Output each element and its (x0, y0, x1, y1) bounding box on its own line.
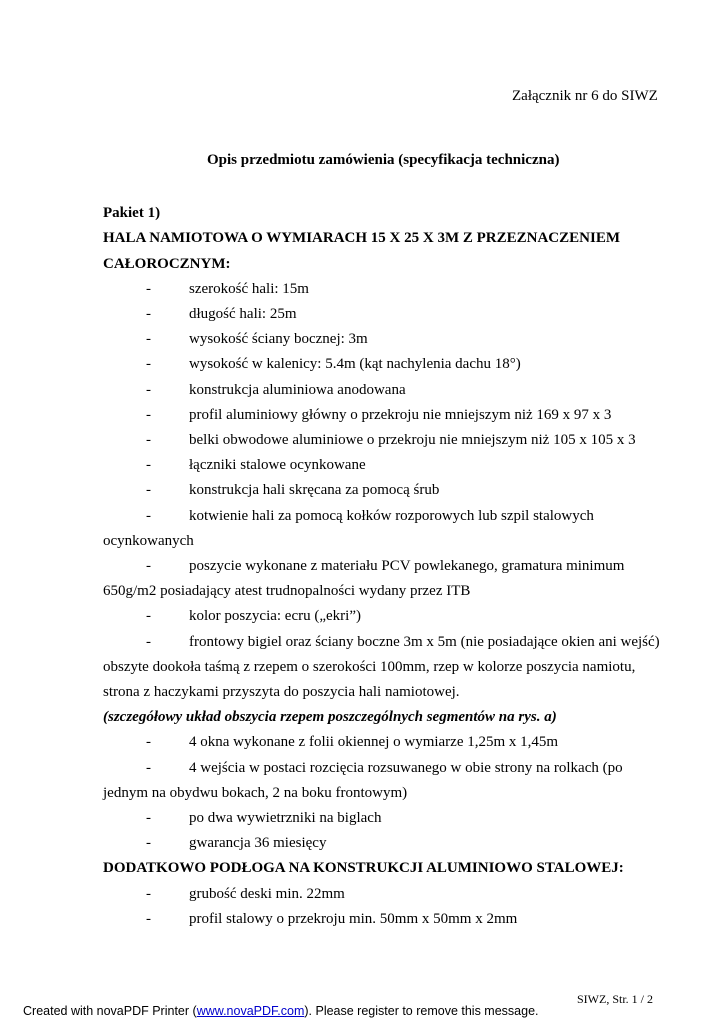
list-item-continuation: jednym na obydwu bokach, 2 na boku frontowym) (103, 785, 408, 801)
list-item-text: kotwienie hali za pomocą kołków rozporowych lub szpil stalowych (189, 508, 594, 524)
bullet-dash: - (146, 356, 151, 372)
novapdf-prefix: Created with novaPDF Printer ( (23, 1004, 197, 1018)
package-label: Pakiet 1) (103, 205, 161, 221)
bullet-dash: - (146, 457, 151, 473)
bullet-dash: - (146, 306, 151, 322)
bullet-dash: - (146, 760, 151, 776)
detail-note: (szczegółowy układ obszycia rzepem poszczególnych segmentów na rys. a) (103, 709, 557, 725)
bullet-dash: - (146, 432, 151, 448)
list-item-continuation: 650g/m2 posiadający atest trudnopalności wydany przez ITB (103, 583, 471, 599)
list-item-text: konstrukcja hali skręcana za pomocą śrub (189, 482, 440, 498)
bullet-dash: - (146, 558, 151, 574)
bullet-dash: - (146, 281, 151, 297)
list-item-text: profil aluminiowy główny o przekroju nie mniejszym niż 169 x 97 x 3 (189, 407, 612, 423)
bullet-dash: - (146, 382, 151, 398)
list-item-text: konstrukcja aluminiowa anodowana (189, 382, 406, 398)
bullet-dash: - (146, 810, 151, 826)
floor-heading: DODATKOWO PODŁOGA NA KONSTRUKCJI ALUMINIOWO STALOWEJ: (103, 860, 624, 876)
list-item-text: wysokość w kalenicy: 5.4m (kąt nachylenia dachu 18°) (189, 356, 521, 372)
list-item-text: grubość deski min. 22mm (189, 886, 345, 902)
list-item-continuation: strona z haczykami przyszyta do poszycia hali namiotowej. (103, 684, 460, 700)
bullet-dash: - (146, 608, 151, 624)
list-item-text: gwarancja 36 miesięcy (189, 835, 327, 851)
bullet-dash: - (146, 508, 151, 524)
list-item-text: łączniki stalowe ocynkowane (189, 457, 366, 473)
bullet-dash: - (146, 634, 151, 650)
novapdf-suffix: ). Please register to remove this message. (304, 1004, 539, 1018)
bullet-dash: - (146, 331, 151, 347)
bullet-dash: - (146, 407, 151, 423)
hall-heading-line1: HALA NAMIOTOWA O WYMIARACH 15 X 25 X 3M Z PRZEZNACZENIEM (103, 230, 620, 246)
bullet-dash: - (146, 886, 151, 902)
list-item-continuation: ocynkowanych (103, 533, 194, 549)
list-item-text: belki obwodowe aluminiowe o przekroju nie mniejszym niż 105 x 105 x 3 (189, 432, 636, 448)
attachment-label: Załącznik nr 6 do SIWZ (512, 88, 658, 104)
list-item-text: poszycie wykonane z materiału PCV powlekanego, gramatura minimum (189, 558, 625, 574)
hall-heading-line2: CAŁOROCZNYM: (103, 256, 231, 272)
list-item-text: 4 wejścia w postaci rozcięcia rozsuwanego w obie strony na rolkach (po (189, 760, 623, 776)
novapdf-watermark (23, 1004, 539, 1018)
bullet-dash: - (146, 835, 151, 851)
novapdf-link[interactable]: www.novaPDF.com (196, 1004, 305, 1018)
list-item-text: wysokość ściany bocznej: 3m (189, 331, 368, 347)
page-number: SIWZ, Str. 1 / 2 (577, 992, 654, 1006)
list-item-text: szerokość hali: 15m (189, 281, 309, 297)
document-title: Opis przedmiotu zamówienia (specyfikacja techniczna) (207, 152, 560, 168)
list-item-text: frontowy bigiel oraz ściany boczne 3m x 5m (nie posiadające okien ani wejść) (189, 634, 660, 650)
list-item-text: 4 okna wykonane z folii okiennej o wymiarze 1,25m x 1,45m (189, 734, 559, 750)
list-item-text: długość hali: 25m (189, 306, 297, 322)
list-item-text: kolor poszycia: ecru („ekri”) (189, 608, 361, 624)
list-item-text: po dwa wywietrzniki na biglach (189, 810, 382, 826)
list-item-continuation: obszyte dookoła taśmą z rzepem o szerokości 100mm, rzep w kolorze poszycia namiotu, (103, 659, 636, 675)
bullet-dash: - (146, 482, 151, 498)
bullet-dash: - (146, 911, 151, 927)
list-item-text: profil stalowy o przekroju min. 50mm x 50mm x 2mm (189, 911, 518, 927)
bullet-dash: - (146, 734, 151, 750)
